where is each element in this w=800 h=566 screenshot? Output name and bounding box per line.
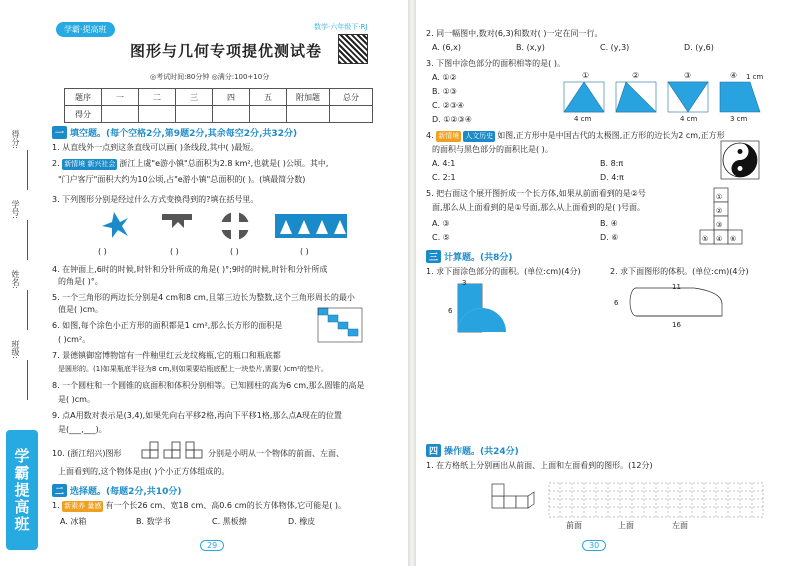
face-label: ④ <box>716 235 723 243</box>
option-a[interactable]: A. 4:1 <box>432 159 456 168</box>
dimension-label: 6 <box>614 299 619 307</box>
dimension-label: 3 <box>462 279 467 287</box>
qr-code-icon <box>338 34 368 64</box>
question-9-cont: 是(___,___)。 <box>58 425 107 434</box>
score-input[interactable] <box>102 106 139 123</box>
dimension-label: 3 cm <box>730 115 748 123</box>
dimension-label: 6 <box>448 307 453 315</box>
dimension-label: 16 <box>672 321 681 329</box>
r-question-2: 2. 同一幅图中,数对(6,3)和数对( )一定在同一行。 <box>426 29 603 38</box>
table-cell: 三 <box>176 89 213 106</box>
r-question-4: 4. 新情境 人文历史 如图,正方形中是中国古代的太极图,正方形的边长为2 cm,正方形 <box>426 131 725 140</box>
table-cell: 二 <box>139 89 176 106</box>
exam-meta: ◎考试时间:80分钟 ◎满分:100+10分 <box>150 73 270 81</box>
table-cell: 附加题 <box>287 89 330 106</box>
table-cell: 题序 <box>65 89 102 106</box>
question-9: 9. 点A用数对表示是(3,4),如果先向右平移2格,再向下平移1格,那么点A现在的位置 <box>52 411 342 420</box>
face-label: ⑥ <box>730 235 737 243</box>
question-6: 6. 如图,每个涂色小正方形的面积都是1 cm²,那么长方形的面积是 <box>52 321 283 330</box>
score-input[interactable] <box>176 106 213 123</box>
r-question-4-cont: 的面积与黑色部分的面积比是( )。 <box>432 145 553 154</box>
page-number-left: 29 <box>200 540 224 551</box>
score-input[interactable] <box>213 106 250 123</box>
mc-question-1: 1. 新素养 量感 有一个长26 cm、宽18 cm、高0.6 cm的长方体物体,它可能是( )。 <box>52 501 347 510</box>
question-3: 3. 下列图形分别是经过什么方式变换得到的?填在括号里。 <box>52 195 259 204</box>
table-cell: 总分 <box>330 89 373 106</box>
view-shapes <box>140 440 206 462</box>
page-title: 图形与几何专项提优测试卷 <box>130 42 323 60</box>
question-8-cont: 是( )cm。 <box>58 395 95 404</box>
series-tag: 学霸·提高班 <box>56 22 115 37</box>
option-a[interactable]: A. (6,x) <box>432 43 462 52</box>
view-label-left: 左面 <box>672 521 688 530</box>
figure-label: ③ <box>684 71 692 80</box>
score-table <box>64 88 373 123</box>
option-d[interactable]: D. 橡皮 <box>288 517 316 526</box>
question-6-cont: ( )cm²。 <box>58 335 91 344</box>
option-b[interactable]: B. 数学书 <box>136 517 171 526</box>
transform-figures <box>100 208 360 244</box>
answer-blank[interactable]: ( ) <box>170 247 179 256</box>
subject-label: 数学·六年级下·RJ <box>314 23 368 31</box>
question-8: 8. 一个圆柱和一个圆锥的底面积和体积分别相等。已知圆柱的高为6 cm,那么圆锥的高是 <box>52 381 365 390</box>
score-input[interactable] <box>330 106 373 123</box>
option-d[interactable]: D. ①②③④ <box>432 115 472 124</box>
question-4: 4. 在钟面上,6时的时候,时针和分针所成的角是( )°;9时的时候,时针和分针所成 <box>52 265 328 274</box>
drawing-grid[interactable] <box>548 482 764 518</box>
taiji-icon <box>720 140 760 180</box>
face-label: ③ <box>716 221 723 229</box>
option-c[interactable]: C. 2:1 <box>432 173 456 182</box>
answer-blank[interactable]: ( ) <box>230 247 239 256</box>
option-d[interactable]: D. 4:π <box>600 173 624 182</box>
option-c[interactable]: C. 黑板擦 <box>212 517 247 526</box>
dimension-label: 4 cm <box>574 115 592 123</box>
section-4-heading: 四 操作题。(共24分) <box>426 444 519 457</box>
option-b[interactable]: B. (x,y) <box>516 43 545 52</box>
page-number-right: 30 <box>582 540 606 551</box>
cube-stack-figure <box>488 482 544 518</box>
id-label: 学号: <box>11 200 20 219</box>
question-7: 7. 景德镇御窑博物馆有一件釉里红云龙纹梅瓶,它的瓶口和瓶底都 <box>52 351 281 360</box>
figure-label: ① <box>582 71 590 80</box>
question-5: 5. 一个三角形的两边长分别是4 cm和8 cm,且第三边长为整数,这个三角形周长的最小 <box>52 293 355 302</box>
option-c[interactable]: C. ⑤ <box>432 233 450 242</box>
r-question-5-cont: 面,那么从上面看到的是①号面,那么从上面看到的是( )号面。 <box>432 203 646 212</box>
view-label-top: 上面 <box>618 521 634 530</box>
calc-question-2: 2. 求下面图形的体积。(单位:cm)(4分) <box>610 267 749 276</box>
brand-logo: 学霸提高班 <box>6 430 38 550</box>
table-cell: 四 <box>213 89 250 106</box>
shaded-area-figure <box>444 280 514 344</box>
draw-question-1: 1. 在方格纸上分别画出从前面、上面和左面看到的图形。(12分) <box>426 461 653 470</box>
option-d[interactable]: D. (y,6) <box>684 43 714 52</box>
option-b[interactable]: B. ①③ <box>432 87 457 96</box>
question-10-mid: 分别是小明从一个物体的前面、左面、 <box>208 449 344 458</box>
question-4-cont: 的角是( )°。 <box>58 277 103 286</box>
table-cell: 五 <box>250 89 287 106</box>
section-2-heading: 二 选择题。(每题2分,共10分) <box>52 484 181 497</box>
table-cell: 一 <box>102 89 139 106</box>
staircase-figure <box>316 306 366 346</box>
binding-spine <box>0 0 45 566</box>
section-3-heading: 三 计算题。(共8分) <box>426 250 513 263</box>
option-c[interactable]: C. (y,3) <box>600 43 630 52</box>
question-2-cont: "门户客厅"面积大约为10公顷,占"e游小镇"总面积的( )。(填最简分数) <box>58 175 306 184</box>
answer-blank[interactable]: ( ) <box>300 247 309 256</box>
option-b[interactable]: B. 8:π <box>600 159 624 168</box>
dimension-label: 4 cm <box>680 115 698 123</box>
dimension-label: 11 <box>672 283 681 291</box>
score-input[interactable] <box>139 106 176 123</box>
r-question-3: 3. 下图中涂色部分的面积相等的是( )。 <box>426 59 565 68</box>
class-label: 班级: <box>11 340 20 359</box>
option-a[interactable]: A. ③ <box>432 219 450 228</box>
figure-label: ② <box>632 71 640 80</box>
question-10-cont: 上面看到的,这个物体是由( )个小正方体组成的。 <box>58 467 230 476</box>
question-5-cont: 值是( )cm。 <box>58 305 103 314</box>
question-2: 2. 新情境 新兴社会 浙江上虞"e游小镇"总面积为2.8 km²,也就是( )公顷。其中, <box>52 159 329 168</box>
option-b[interactable]: B. ④ <box>600 219 618 228</box>
r-question-5: 5. 把右面这个展开图折成一个长方体,如果从前面看到的是②号 <box>426 189 646 198</box>
name-label: 姓名: <box>11 270 20 289</box>
question-7-cont: 是圆形的。(1)如果瓶底半径为8 cm,则如果要给瓶底配上一块垫片,需要( )cm²的垫片。 <box>58 365 328 373</box>
option-d[interactable]: D. ⑥ <box>600 233 619 242</box>
face-label: ② <box>716 207 723 215</box>
question-10: 10. (浙江绍兴)图形 <box>52 449 122 458</box>
score-input[interactable] <box>287 106 330 123</box>
option-c[interactable]: C. ②③④ <box>432 101 465 110</box>
section-1-heading: 一 填空题。(每个空格2分,第9题2分,其余每空2分,共32分) <box>52 126 297 139</box>
view-label-front: 前面 <box>566 521 582 530</box>
option-a[interactable]: A. ①② <box>432 73 457 82</box>
answer-blank[interactable]: ( ) <box>98 247 107 256</box>
score-label: 得分: <box>11 130 20 149</box>
figure-label: ④ <box>730 71 738 80</box>
table-cell: 得分 <box>65 106 102 123</box>
question-1: 1. 从直线外一点到这条直线可以画( )条线段,其中( )最短。 <box>52 143 259 152</box>
calc-question-1: 1. 求下面涂色部分的面积。(单位:cm)(4分) <box>426 267 581 276</box>
option-a[interactable]: A. 冰箱 <box>60 517 87 526</box>
face-label: ⑤ <box>702 235 709 243</box>
page-fold <box>408 0 416 566</box>
face-label: ① <box>716 193 723 201</box>
scale-label: 1 cm <box>746 73 764 81</box>
score-input[interactable] <box>250 106 287 123</box>
